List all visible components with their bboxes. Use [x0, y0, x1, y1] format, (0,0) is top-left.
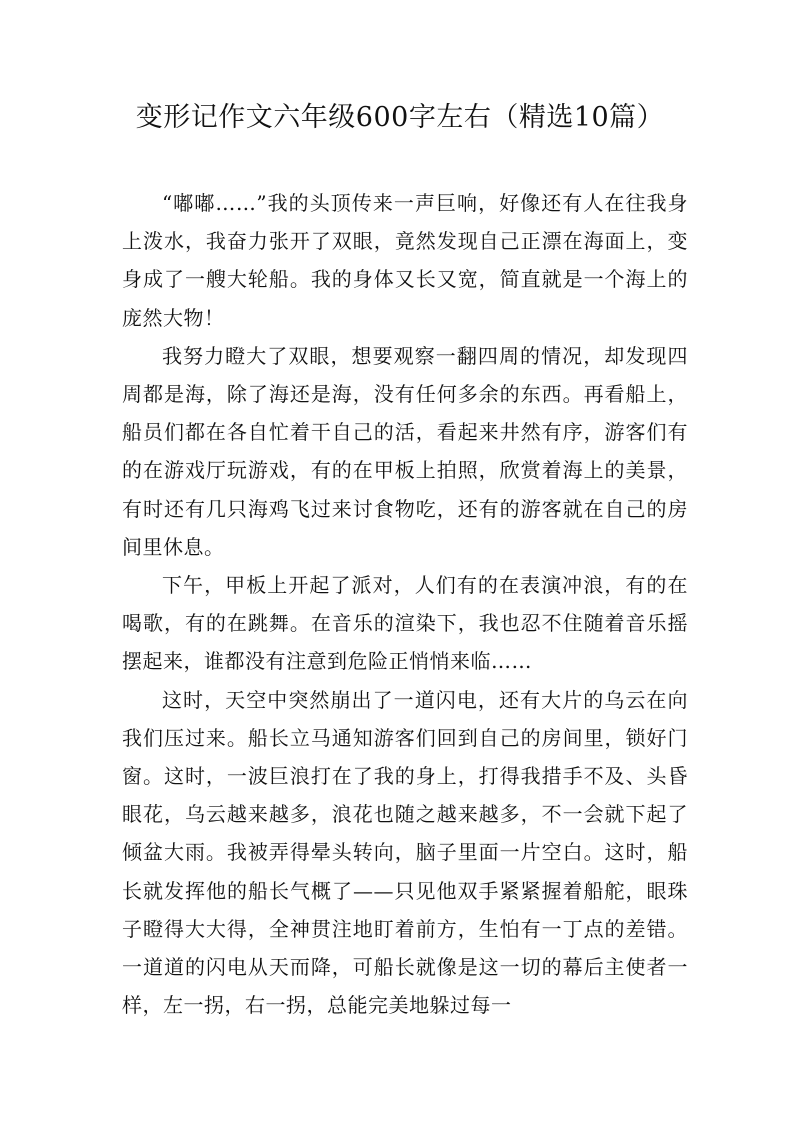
document-body [122, 184, 688, 1024]
paragraph: 这时，天空中突然崩出了一道闪电，还有大片的乌云在向我们压过来。船长立马通知游客们回到自己的房间里，锁好门窗。这时，一波巨浪打在了我的身上，打得我措手不及、头昏眼花，乌云越来越多，浪花也随之越来越多，不一会就下起了倾盆大雨。我被弄得晕头转向，脑子里面一片空白。这时，船长就发挥他的船长气概了——只见他双手紧紧握着船舵，眼珠子瞪得大大得，全神贯注地盯着前方，生怕有一丁点的差错。一道道的闪电从天而降，可船长就像是这一切的幕后主使者一样，左一拐，右一拐，总能完美地躲过每一 [122, 687, 688, 1018]
paragraph: “嘟嘟……”我的头顶传来一声巨响，好像还有人在往我身上泼水，我奋力张开了双眼，竟然发现自己正漂在海面上，变身成了一艘大轮船。我的身体又长又宽，简直就是一个海上的庞然大物！ [122, 191, 688, 330]
paragraph: 下午，甲板上开起了派对，人们有的在表演冲浪，有的在喝歌，有的在跳舞。在音乐的渲染下，我也忍不住随着音乐摇摆起来，谁都没有注意到危险正悄悄来临…… [122, 573, 688, 674]
document-title: 变形记作文六年级600字左右（精选10篇） [135, 102, 665, 133]
paragraph: 我努力瞪大了双眼，想要观察一翻四周的情况，却发现四周都是海，除了海还是海，没有任何多余的东西。再看船上，船员们都在各自忙着干自己的活，看起来井然有序，游客们有的在游戏厅玩游戏，有的在甲板上拍照，欣赏着海上的美景，有时还有几只海鸡飞过来讨食物吃，还有的游客就在自己的房间里休息。 [122, 343, 688, 559]
